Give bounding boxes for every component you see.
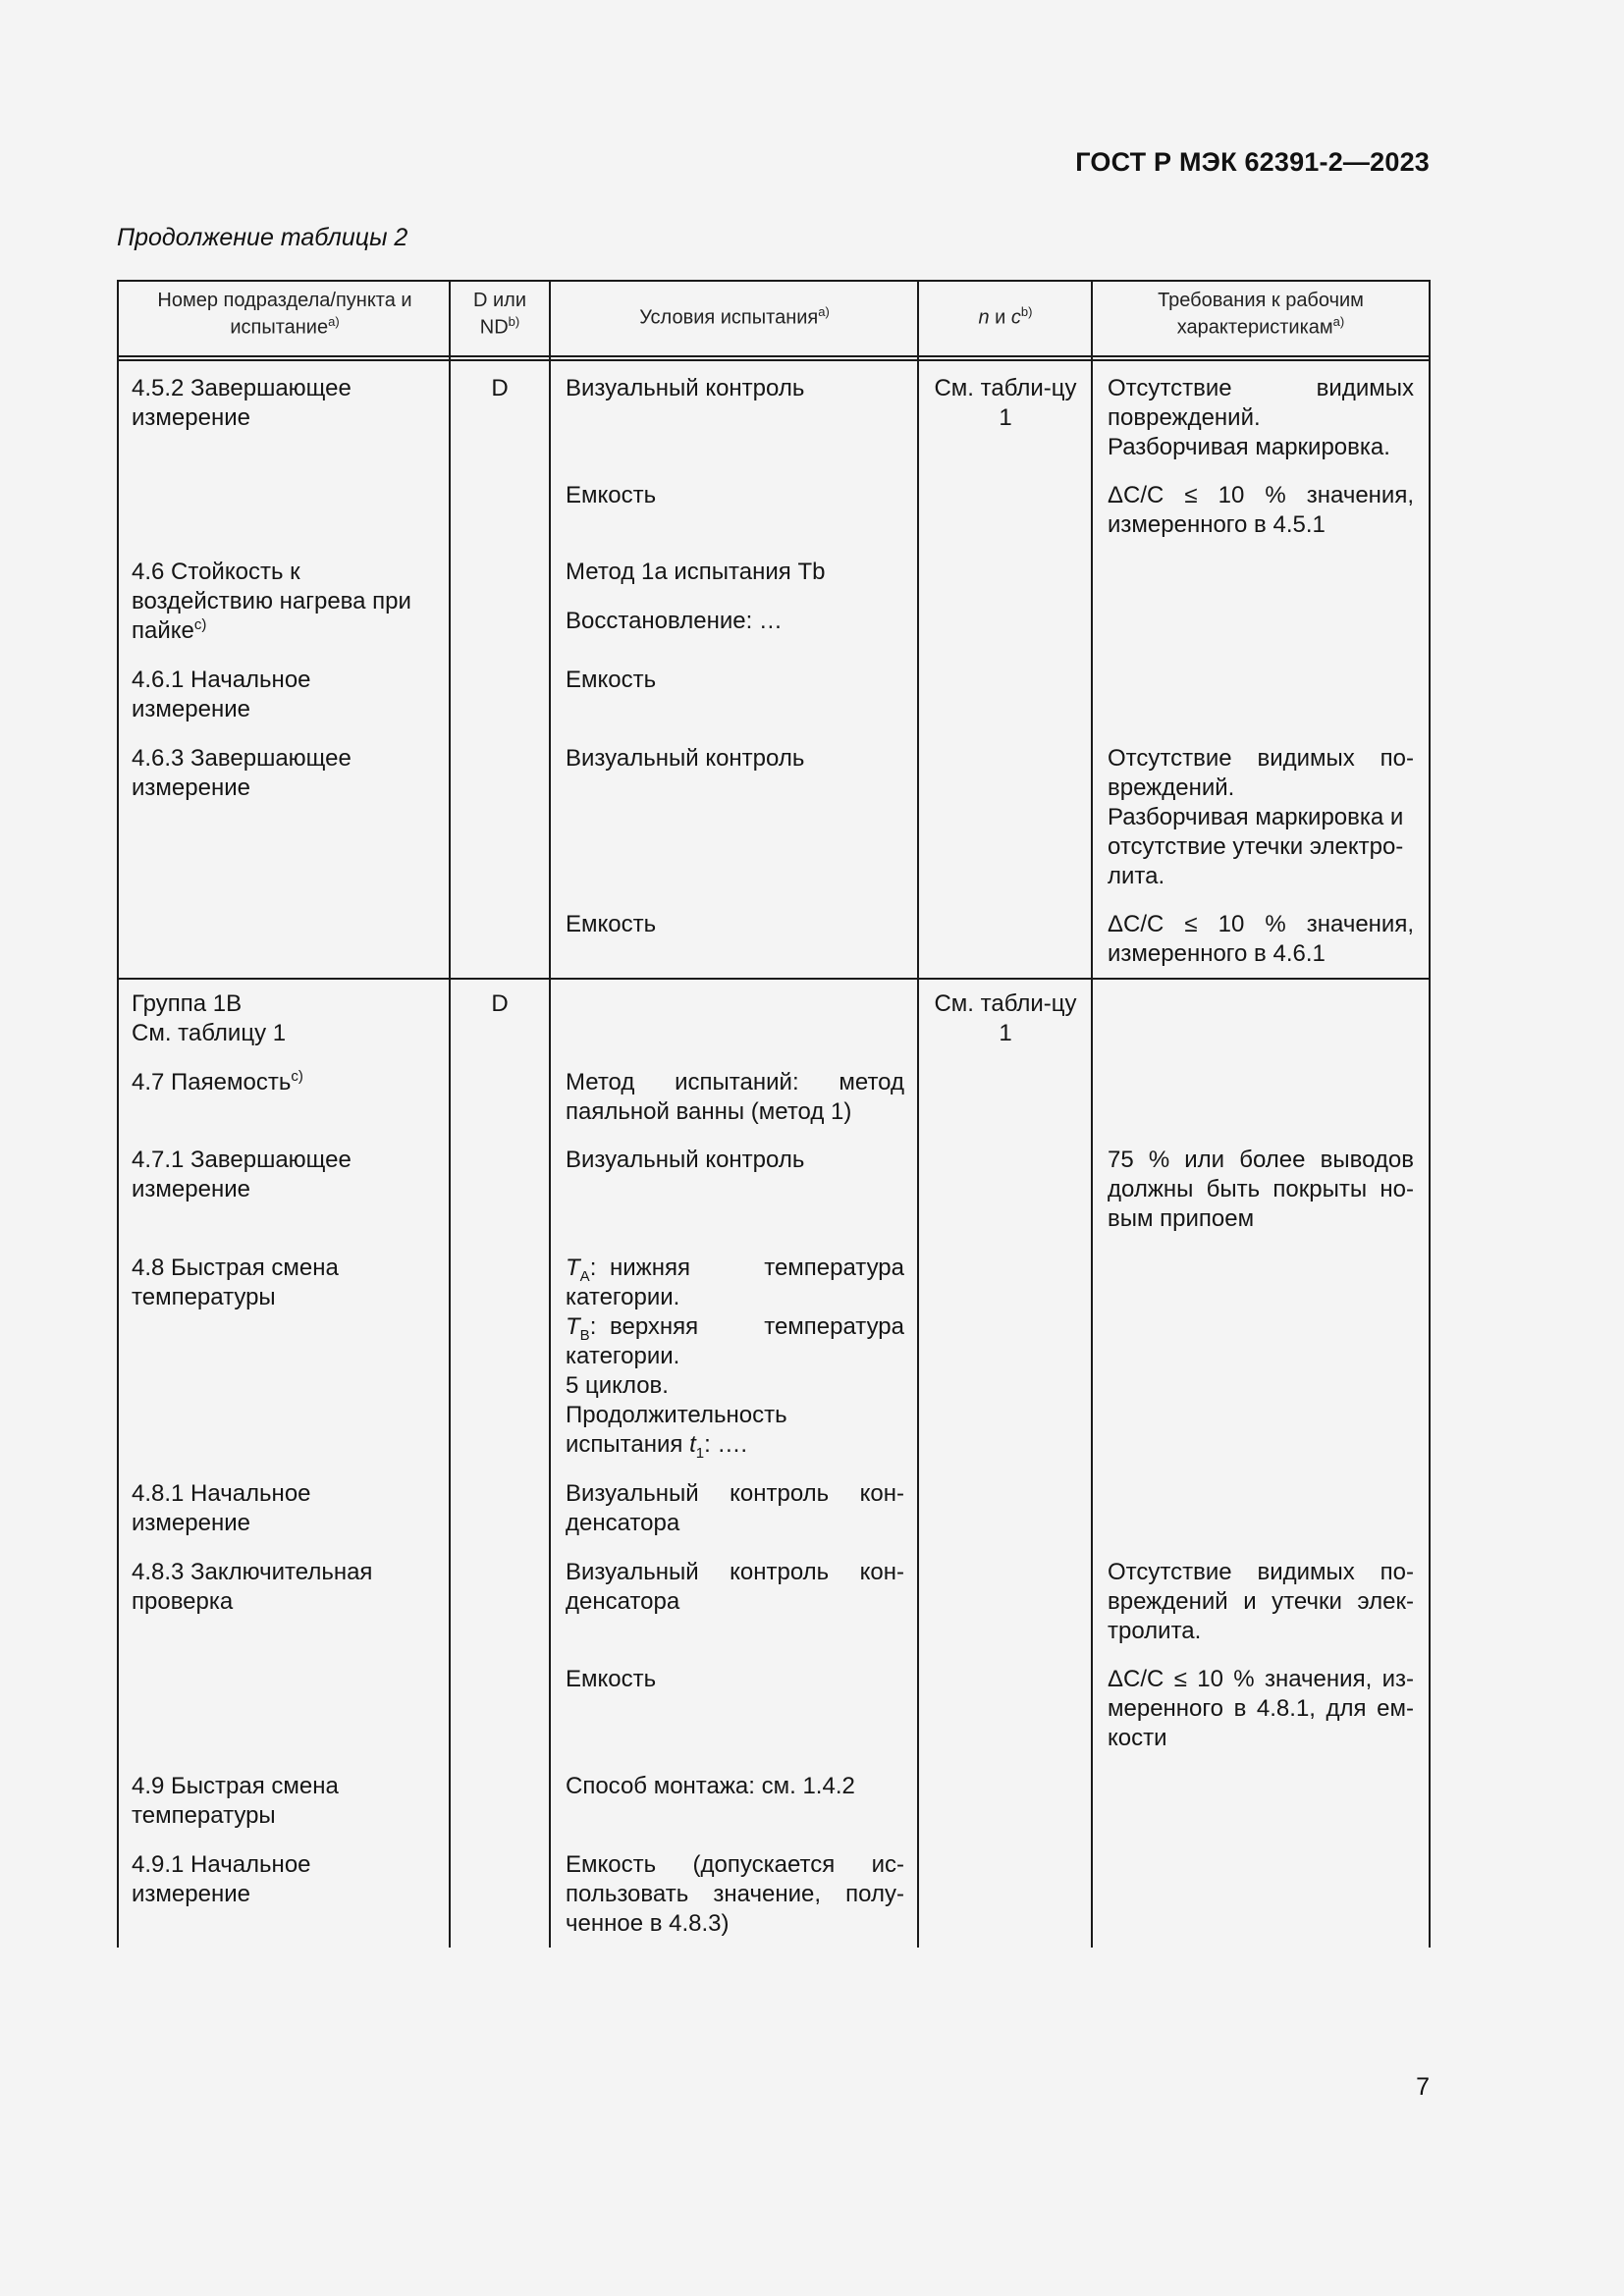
row-4-9-condition: Способ монтажа: см. 1.4.2 <box>566 1773 855 1799</box>
row-4-6-item: 4.6 Стойкость к воздействию нагрева при пайке$^{c)}$ <box>132 559 411 644</box>
col-divider-1 <box>449 280 451 1948</box>
table-top-border <box>117 280 1431 282</box>
requirements-table <box>117 280 1431 1948</box>
header-divider-double <box>117 359 1431 361</box>
page-number: 7 <box>1416 2073 1430 2101</box>
row-4-9-1-condition: Емкость (допускается ис- пользовать значение, полу- ченное в 4.8.3) <box>566 1851 904 1937</box>
group-1b-item: Группа 1B См. таблицу 1 <box>132 990 287 1046</box>
row-4-9-item: 4.9 Быстрая смена температуры <box>132 1773 339 1829</box>
header-divider <box>117 355 1431 357</box>
row-4-5-2-item: 4.5.2 Завершающее измерение <box>132 375 352 431</box>
row-4-5-2-condition-visual: Визуальный контроль <box>566 375 805 401</box>
group-1b-d: D <box>491 990 509 1017</box>
row-4-6-1-item: 4.6.1 Начальное измерение <box>132 667 311 722</box>
row-4-8-3-requirement-capacitance: ΔC/C ≤ 10 % значения, из- меренного в 4.8.1, для ем- кости <box>1108 1666 1414 1751</box>
table-right-border <box>1429 280 1431 1948</box>
table-caption: Продолжение таблицы 2 <box>117 224 408 251</box>
header-d-nd: D или ND$^{b)}$ <box>472 290 526 339</box>
row-4-8-3-item: 4.8.3 Заключительная проверка <box>132 1559 373 1615</box>
row-4-5-2-d: D <box>491 375 509 401</box>
document-code: ГОСТ Р МЭК 62391-2—2023 <box>1075 147 1430 177</box>
row-4-7-1-condition: Визуальный контроль <box>566 1147 805 1173</box>
row-4-7-item: 4.7 Паяемость$^{c)}$ <box>132 1068 303 1095</box>
row-4-6-condition-method: Метод 1а испытания Tb <box>566 559 826 585</box>
row-4-5-2-requirement-visual: Отсутствие видимых повреждений. Разборчивая маркировка. <box>1108 375 1414 460</box>
row-4-8-condition: $T_A$: нижняя температура категории. $T_B$: верхняя температура категории. 5 циклов. Продолжительность испытания $t_1$: …. <box>566 1255 904 1462</box>
col-divider-3 <box>917 280 919 1948</box>
header-n-c: n и $c^{b)}$ <box>978 304 1033 329</box>
row-4-8-3-requirement-visual: Отсутствие видимых по- вреждений и утечки элек- тролита. <box>1108 1559 1414 1644</box>
row-4-5-2-requirement-capacitance: ΔC/C ≤ 10 % значения, измеренного в 4.5.1 <box>1108 482 1414 538</box>
table-left-border <box>117 280 119 1948</box>
row-4-6-3-condition-capacitance: Емкость <box>566 911 657 937</box>
row-4-5-2-condition-capacitance: Емкость <box>566 482 657 508</box>
row-4-6-1-condition: Емкость <box>566 667 657 693</box>
row-4-6-3-item: 4.6.3 Завершающее измерение <box>132 745 352 801</box>
group-divider <box>117 978 1431 980</box>
col-divider-2 <box>549 280 551 1948</box>
row-4-8-3-condition-capacitance: Емкость <box>566 1666 657 1692</box>
header-item: Номер подраздела/пункта и испытание$^{а)}$ <box>157 290 412 339</box>
row-4-8-1-item: 4.8.1 Начальное измерение <box>132 1480 311 1536</box>
row-4-5-2-n-c: См. табли-цу 1 <box>934 375 1077 431</box>
row-4-8-1-condition: Визуальный контроль кон- денсатора <box>566 1480 904 1536</box>
row-4-8-item: 4.8 Быстрая смена температуры <box>132 1255 339 1310</box>
group-1b-n-c: См. табли-цу 1 <box>934 990 1077 1046</box>
row-4-6-condition-recovery: Восстановление: … <box>566 608 783 634</box>
header-conditions: Условия испытания$^{а)}$ <box>639 304 830 329</box>
row-4-7-condition: Метод испытаний: метод паяльной ванны (метод 1) <box>566 1069 904 1125</box>
col-divider-4 <box>1091 280 1093 1948</box>
row-4-7-1-requirement: 75 % или более выводов должны быть покрыты но- вым припоем <box>1108 1147 1414 1232</box>
row-4-7-1-item: 4.7.1 Завершающее измерение <box>132 1147 352 1202</box>
header-requirements: Требования к рабочим характеристикам$^{а)}$ <box>1158 290 1364 339</box>
row-4-6-3-condition-visual: Визуальный контроль <box>566 745 805 772</box>
row-4-6-3-requirement-capacitance: ΔC/C ≤ 10 % значения, измеренного в 4.6.1 <box>1108 911 1414 967</box>
row-4-8-3-condition-visual: Визуальный контроль кон- денсатора <box>566 1559 904 1615</box>
row-4-9-1-item: 4.9.1 Начальное измерение <box>132 1851 311 1907</box>
row-4-6-3-requirement-visual: Отсутствие видимых по- вреждений. Разборчивая маркировка и отсутствие утечки электро- лита. <box>1108 745 1414 889</box>
